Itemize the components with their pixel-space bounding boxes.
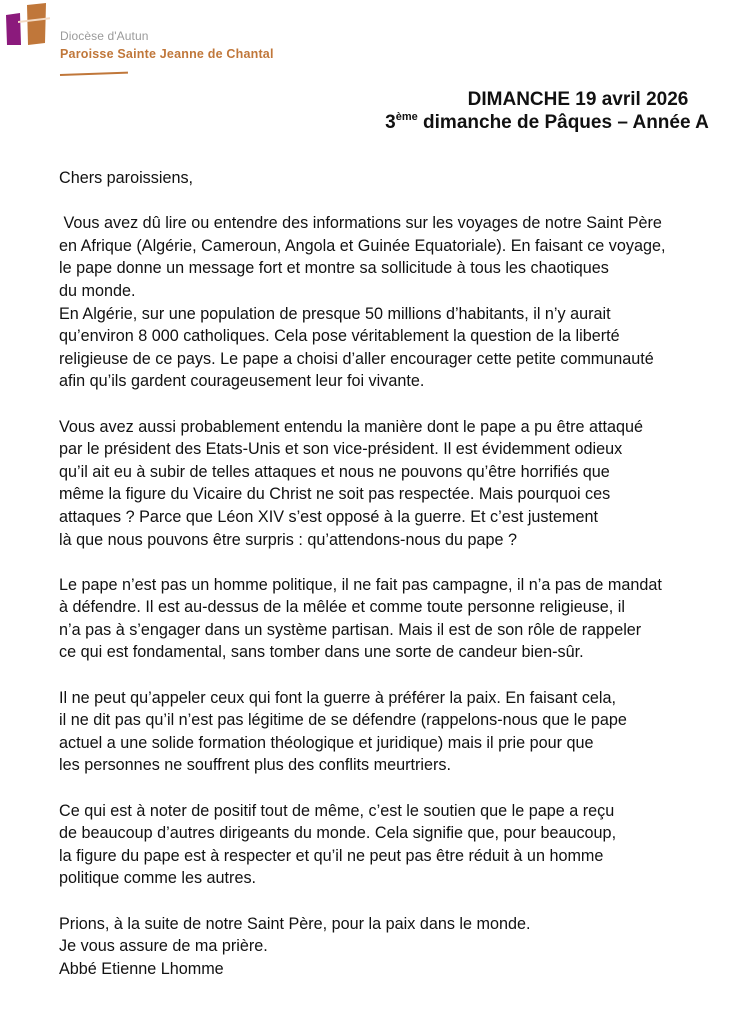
text-line: actuel a une solide formation théologique et juridique) mais il prie pour que [59,733,594,752]
paragraph-5 [59,800,729,890]
closing-assurance: Je vous assure de ma prière. [59,937,268,956]
text-line: En Algérie, sur une population de presque 50 millions d’habitants, il n’y aurait [59,304,611,323]
letter-body [59,167,729,980]
sunday-title-rest: dimanche de Pâques – Année A [417,112,709,133]
text-line: en Afrique (Algérie, Cameroun, Angola et Guinée Equatoriale). En faisant ce voyage, [59,236,666,255]
text-line: attaques ? Parce que Léon XIV s’est opposé à la guerre. Et c’est justement [59,507,599,526]
text-line: afin qu’ils gardent courageusement leur foi vivante. [59,372,425,391]
paragraph-3 [59,574,729,664]
text-line: Il ne peut qu’appeler ceux qui font la guerre à préférer la paix. En faisant cela, [59,688,617,707]
text-line: même la figure du Vicaire du Christ ne soit pas respectée. Mais pourquoi ces [59,485,611,504]
text-line: ce qui est fondamental, sans tomber dans une sorte de candeur bien-sûr. [59,643,584,662]
text-line: n’a pas à s’engager dans un système partisan. Mais il est de son rôle de rappeler [59,620,642,639]
liturgical-title [298,111,738,134]
text-line: qu’environ 8 000 catholiques. Cela pose véritablement la question de la liberté [59,327,620,346]
text-line: de beaucoup d’autres dirigeants du monde. Cela signifie que, pour beaucoup, [59,824,617,843]
ordinal-suffix: ème [395,111,418,123]
closing [59,913,729,981]
paragraph-4 [59,687,729,777]
diocese-name: Diocèse d'Autun [60,29,149,43]
document-title-block [298,89,738,134]
text-line: religieuse de ce pays. Le pape a choisi d’aller encourager cette petite communauté [59,349,654,368]
paragraph-2 [59,416,729,552]
text-line: la figure du pape est à respecter et qu’il ne peut pas être réduit à un homme [59,846,604,865]
text-line: le pape donne un message fort et montre sa sollicitude à tous les chaotiques [59,259,609,278]
text-line: Vous avez dû lire ou entendre des informations sur les voyages de notre Saint Père [59,214,662,233]
signature: Abbé Etienne Lhomme [59,959,224,978]
sunday-number: 3 [385,112,396,133]
date-title: DIMANCHE 19 avril 2026 [467,89,689,110]
text-line: par le président des Etats-Unis et son vice-président. Il est évidemment odieux [59,440,623,459]
parish-cross-logo-icon [4,3,50,47]
text-line: à défendre. Il est au-dessus de la mêlée et comme toute personne religieuse, il [59,598,625,617]
text-line: Vous avez aussi probablement entendu la manière dont le pape a pu être attaqué [59,417,644,436]
text-line: du monde. [59,281,136,300]
paragraph-1 [59,212,729,393]
text-line: Le pape n’est pas un homme politique, il ne fait pas campagne, il n’a pas de mandat [59,575,662,594]
text-line: qu’il ait eu à subir de telles attaques et nous ne pouvons qu’être horrifiés que [59,462,610,481]
parish-name: Paroisse Sainte Jeanne de Chantal [60,47,274,61]
decorative-underline [60,72,128,76]
text-line: politique comme les autres. [59,869,257,888]
greeting: Chers paroissiens, [59,169,194,187]
parish-header [0,0,320,90]
text-line: Ce qui est à noter de positif tout de même, c’est le soutien que le pape a reçu [59,801,615,820]
text-line: il ne dit pas qu’il n’est pas légitime de se défendre (rappelons-nous que le pape [59,711,627,730]
closing-prayer: Prions, à la suite de notre Saint Père, pour la paix dans le monde. [59,914,531,933]
text-line: là que nous pouvons être surpris : qu’attendons-nous du pape ? [59,530,518,549]
text-line: les personnes ne souffrent plus des conflits meurtriers. [59,756,451,775]
